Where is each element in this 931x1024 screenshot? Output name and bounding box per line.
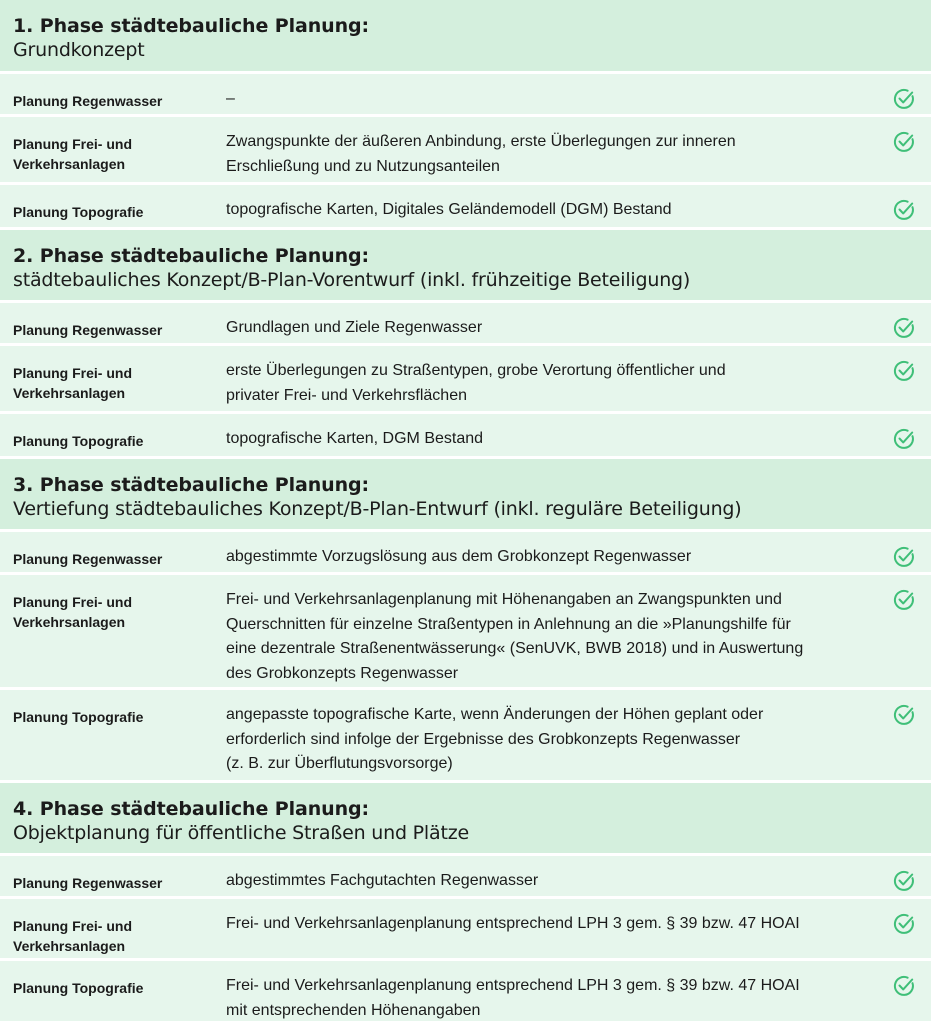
text-line: Verkehrsanlagen — [13, 938, 126, 954]
row-label — [13, 549, 203, 569]
text-line: Planung Topografie — [13, 709, 144, 725]
check-circle-icon — [893, 360, 915, 382]
table-row — [0, 117, 931, 185]
text-line: Querschnitten für einzelne Straßentypen in Anlehnung an die »Planungshilfe für — [226, 615, 791, 633]
table-row — [0, 899, 931, 961]
row-label — [13, 320, 203, 340]
phase-subtitle: Grundkonzept — [13, 39, 145, 61]
text-line: Zwangspunkte der äußeren Anbindung, erste Überlegungen zur inneren — [226, 133, 736, 150]
table-row — [0, 185, 931, 230]
row-label — [13, 431, 203, 451]
check-circle-icon — [893, 131, 915, 153]
text-line: Verkehrsanlagen — [13, 385, 126, 401]
check-circle-icon — [893, 546, 915, 568]
row-label — [13, 873, 203, 893]
row-label — [13, 363, 203, 403]
phase-header — [0, 230, 931, 303]
check-circle-icon — [893, 913, 915, 935]
row-description — [226, 130, 866, 179]
text-line: erste Überlegungen zu Straßentypen, grobe Verortung öffentlicher und — [226, 362, 726, 379]
text-line: Planung Regenwasser — [13, 322, 163, 338]
table-row — [0, 414, 931, 459]
phase-title: 2. Phase städtebauliche Planung: — [13, 245, 370, 267]
check-circle-icon — [893, 975, 915, 997]
text-line: Planung Topografie — [13, 433, 144, 449]
text-line: Planung Topografie — [13, 204, 144, 220]
text-line: Frei- und Verkehrsanlagenplanung mit Höhenangaben an Zwangspunkten und — [226, 591, 782, 608]
phase-title: 4. Phase städtebauliche Planung: — [13, 798, 370, 820]
text-line: (z. B. zur Überflutungsvorsorge) — [226, 755, 453, 772]
text-line: topografische Karten, Digitales Geländemodell (DGM) Bestand — [226, 201, 672, 218]
text-line: privater Frei- und Verkehrsflächen — [226, 386, 467, 404]
text-line: Frei- und Verkehrsanlagenplanung entsprechend LPH 3 gem. § 39 bzw. 47 HOAI — [226, 977, 800, 994]
row-label — [13, 134, 203, 174]
text-line: mit entsprechenden Höhenangaben — [226, 1001, 481, 1019]
check-circle-icon — [893, 199, 915, 221]
phase-title: 1. Phase städtebauliche Planung: — [13, 15, 370, 37]
text-line: Planung Frei- und — [13, 136, 132, 152]
text-line: Frei- und Verkehrsanlagenplanung entsprechend LPH 3 gem. § 39 bzw. 47 HOAI — [226, 915, 800, 932]
row-description — [226, 588, 866, 686]
row-label — [13, 978, 203, 998]
row-label — [13, 202, 203, 222]
check-circle-icon — [893, 317, 915, 339]
table-row — [0, 575, 931, 690]
phase-header — [0, 0, 931, 74]
table-row — [0, 532, 931, 575]
check-circle-icon — [893, 428, 915, 450]
phase-subtitle: Objektplanung für öffentliche Straßen und Plätze — [13, 822, 469, 844]
text-line: Verkehrsanlagen — [13, 614, 126, 630]
row-description — [226, 198, 866, 223]
row-label — [13, 91, 203, 111]
text-line: angepasste topografische Karte, wenn Änderungen der Höhen geplant oder — [226, 706, 764, 723]
phase-subtitle: Vertiefung städtebauliches Konzept/B-Plan-Entwurf (inkl. reguläre Beteiligung) — [13, 498, 742, 520]
table-row — [0, 346, 931, 414]
text-line: Planung Regenwasser — [13, 551, 163, 567]
check-circle-icon — [893, 589, 915, 611]
row-description — [226, 545, 866, 570]
text-line: Planung Regenwasser — [13, 93, 163, 109]
row-label — [13, 592, 203, 632]
text-line: Verkehrsanlagen — [13, 156, 126, 172]
text-line: Planung Topografie — [13, 980, 144, 996]
row-description — [226, 703, 866, 777]
phase-header — [0, 783, 931, 856]
row-description — [226, 974, 866, 1023]
check-circle-icon — [893, 704, 915, 726]
text-line: Planung Frei- und — [13, 918, 132, 934]
text-line: des Grobkonzepts Regenwasser — [226, 664, 459, 682]
text-line: abgestimmte Vorzugslösung aus dem Grobkonzept Regenwasser — [226, 548, 692, 565]
text-line: eine dezentrale Straßenentwässerung« (SenUVK, BWB 2018) und in Auswertung — [226, 640, 804, 657]
table-row — [0, 856, 931, 899]
text-line: Grundlagen und Ziele Regenwasser — [226, 319, 483, 336]
text-line: – — [226, 90, 235, 107]
row-description — [226, 316, 866, 341]
row-description — [226, 912, 866, 937]
row-label — [13, 916, 203, 956]
row-description — [226, 359, 866, 408]
phase-title: 3. Phase städtebauliche Planung: — [13, 474, 370, 496]
text-line: erforderlich sind infolge der Ergebnisse des Grobkonzepts Regenwasser — [226, 730, 741, 748]
row-description — [226, 427, 866, 452]
row-description — [226, 869, 866, 894]
text-line: Planung Frei- und — [13, 594, 132, 610]
text-line: Erschließung und zu Nutzungsanteilen — [226, 157, 500, 175]
table-row — [0, 303, 931, 346]
phase-header — [0, 459, 931, 532]
table-row — [0, 74, 931, 117]
text-line: Planung Frei- und — [13, 365, 132, 381]
text-line: abgestimmtes Fachgutachten Regenwasser — [226, 872, 539, 889]
text-line: topografische Karten, DGM Bestand — [226, 430, 484, 447]
check-circle-icon — [893, 88, 915, 110]
phase-subtitle: städtebauliches Konzept/B-Plan-Vorentwurf (inkl. frühzeitige Beteiligung) — [13, 269, 691, 291]
row-label — [13, 707, 203, 727]
table-row — [0, 690, 931, 783]
check-circle-icon — [893, 870, 915, 892]
row-description — [226, 87, 866, 112]
table-row — [0, 961, 931, 1021]
text-line: Planung Regenwasser — [13, 875, 163, 891]
